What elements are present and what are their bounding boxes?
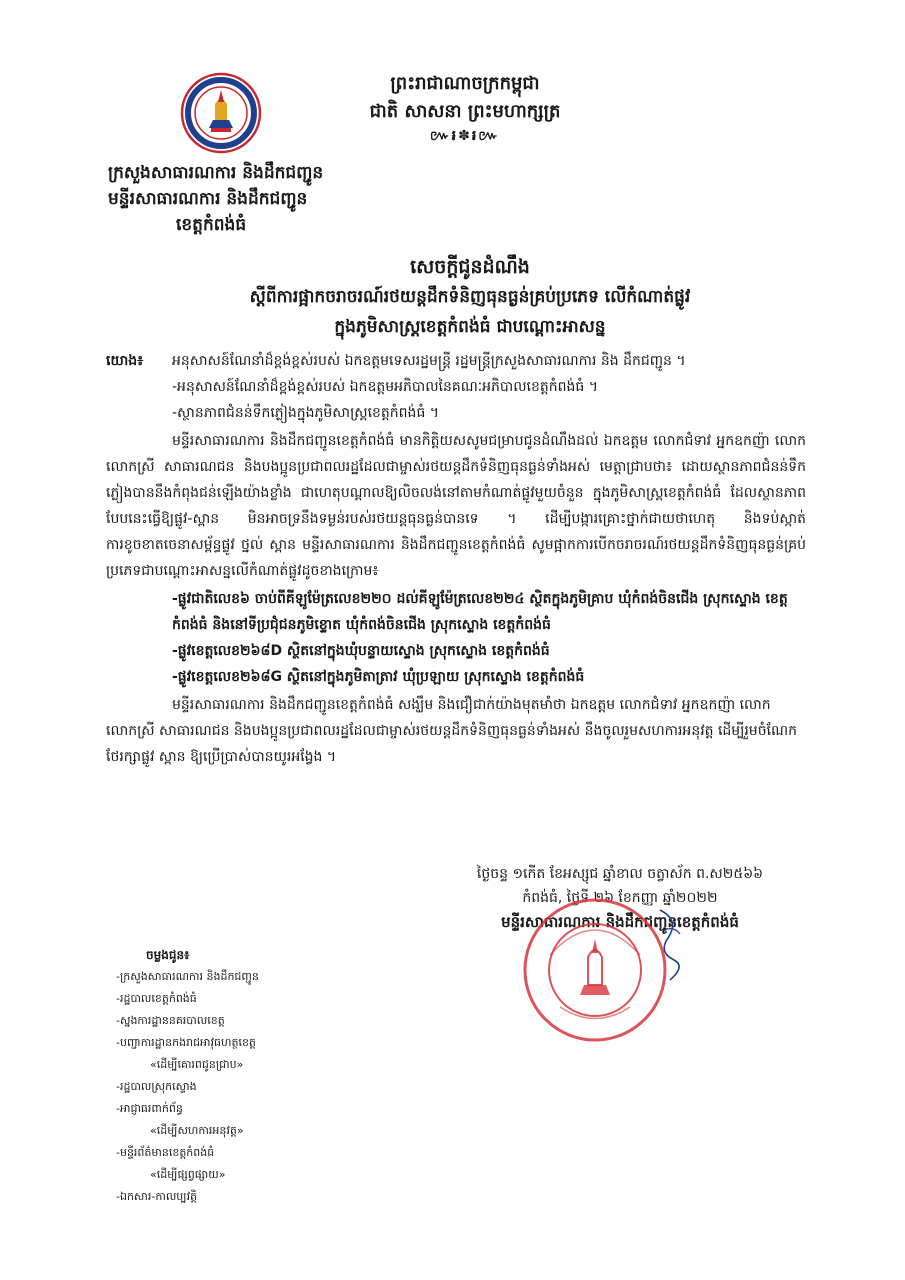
notice-body	[106, 348, 806, 770]
main-paragraph: មន្ទីរសាធារណការ និងដឹកជញ្ជូនខេត្តកំពង់ធំ មានកិត្តិយសសូមជម្រាបជូនដំណឹងដល់ ឯកឧត្តម លោកជំទាវ អ្នកឧកញ៉ា លោក លោកស្រី សាធារណជន និងបងប្អូនប្រជាពលរដ្ឋដែលជាម្ចាស់រថយន្តដឹកទំនិញធុនធ្ងន់ទាំងអស់ មេត្តាជ្រាបថា៖ ដោយស្ថានភាពជំនន់ទឹកភ្លៀងបាននឹងកំពុងជន់ឡើងយ៉ាងខ្លាំង ជាហេតុបណ្តាលឱ្យលិចលង់នៅតាមកំណាត់ផ្លូវមួយចំនួន ក្នុងភូមិសាស្ត្រខេត្តកំពង់ធំ ដែលស្ថានភាពបែបនេះធ្វើឱ្យផ្លូវ-ស្ពាន មិនអាចទ្រនឹងទម្ងន់របស់រថយន្តធុនធ្ងន់បានទេ ។ ដើម្បីបង្ការគ្រោះថ្នាក់ជាយថាហេតុ និងទប់ស្កាត់ការខូចខាតចេនាសម្ព័ន្ធផ្លូវ ថ្នល់ ស្ពាន មន្ទីរសាធារណការ និងដឹកជញ្ជូនខេត្តកំពង់ធំ សូមផ្អាកការបើកចរាចរណ៍រថយន្តដឹកទំនិញធុនធ្ងន់គ្រប់ប្រភេទជាបណ្តោះអាសន្នលើកំណាត់ផ្លូវដូចខាងក្រោម៖	[106, 433, 806, 579]
copy-to-heading: ចម្លងជូន៖	[146, 948, 190, 962]
signatory-office: មន្ទីរសាធារណការ និងដឹកជញ្ជូនខេត្តកំពង់ធំ	[501, 913, 739, 931]
copy-to-item: -ឯកសារ-កាលប្បវត្តិ	[116, 1190, 198, 1203]
references	[106, 348, 806, 426]
road-item: -ផ្លូវជាតិលេខ៦ ចាប់ពីគីឡូម៉ែត្រលេខ២២០ ដល់គីឡូម៉ែត្រលេខ២២៤ ស្ថិតក្នុងភូមិគ្រាប ឃុំកំពង់ចិនជើង ស្រុកស្ទោង ខេត្តកំពង់ធំ និងនៅទីប្រជុំជនភូមិខ្ទោត ឃុំកំពង់ចិនជើង ស្រុកស្ទោង ខេត្តកំពង់ធំ	[172, 591, 788, 633]
notice-subject-line2: ក្នុងភូមិសាស្ត្រខេត្តកំពង់ធំ ជាបណ្តោះអាសន្ន	[334, 317, 606, 337]
reference-item: អនុសាសន៍ណែនាំដ៏ខ្ពង់ខ្ពស់របស់ ឯកឧត្តមទេសរដ្ឋមន្ត្រី រដ្ឋមន្ត្រីក្រសួងសាធារណការ និង ដឹកជញ្ជូន ។	[172, 353, 686, 369]
header-ornament: ៚៛✽៛៚	[429, 128, 501, 144]
reference-item: -ស្ថានភាពជំនន់ទឹកភ្លៀងក្នុងភូមិសាស្ត្រខេត្តកំពង់ធំ ។	[172, 405, 440, 421]
copy-to-item: -រដ្ឋបាលស្រុកស្ទោង	[116, 1080, 197, 1093]
copy-to-item: -បញ្ជាការដ្ឋានកងរាជអាវុធហត្ថខេត្ត	[116, 1036, 256, 1049]
department-name: មន្ទីរសាធារណការ និងដឹកជញ្ជូន	[108, 189, 308, 209]
notice-title	[120, 252, 820, 342]
road-item: -ផ្លូវខេត្តលេខ២៦៨G ស្ថិតនៅក្នុងភូមិតាត្រាវ ឃុំប្រឡាយ ស្រុកស្ទោង ខេត្តកំពង់ធំ	[172, 669, 585, 685]
kingdom-header	[330, 70, 600, 146]
notice-heading: សេចក្តីជូនដំណឹង	[410, 256, 530, 278]
ministry-name: ក្រសួងសាធារណការ និងដឹកជញ្ជូន	[108, 163, 324, 183]
handwritten-signature-icon	[640, 900, 700, 990]
province-name: ខេត្តកំពង់ធំ	[176, 215, 247, 235]
reference-item: -អនុសាសន៍ណែនាំដ៏ខ្ពង់ខ្ពស់របស់ ឯកឧត្តមអភិបាលនៃគណៈអភិបាលខេត្តកំពង់ធំ ។	[172, 379, 598, 395]
lunar-date: ថ្ងៃចន្ទ ១កើត ខែអស្សុជ ឆ្នាំខាល ចត្វាស័ក ព.ស២៥៦៦	[476, 866, 764, 882]
notice-subject-line1: ស្តីពីការផ្អាកចរាចរណ៍រថយន្តដឹកទំនិញធុនធ្ងន់គ្រប់ប្រភេទ លើកំណាត់ផ្លូវ	[249, 287, 691, 307]
copy-to-item: -អាជ្ញាធរពាក់ព័ន្ធ	[116, 1102, 183, 1115]
copy-to-purpose: «ដើម្បីគោរពជូនជ្រាប»	[150, 1058, 244, 1071]
copy-to-purpose: «ដើម្បីផ្សព្វផ្សាយ»	[150, 1168, 226, 1181]
solar-date: កំពង់ធំ, ថ្ងៃទី ២៦ ខែកញ្ញា ឆ្នាំ២០២២	[522, 890, 718, 906]
copy-to-purpose: «ដើម្បីសហការអនុវត្ត»	[150, 1124, 244, 1137]
copy-to-item: -រដ្ឋបាលខេត្តកំពង់ធំ	[116, 992, 197, 1005]
ministry-logo-icon	[180, 72, 262, 154]
national-motto: ជាតិ សាសនា ព្រះមហាក្សត្រ	[369, 101, 561, 122]
road-list	[106, 586, 806, 690]
kingdom-name: ព្រះរាជាណាចក្រកម្ពុជា	[390, 73, 540, 94]
closing-paragraph: មន្ទីរសាធារណការ និងដឹកជញ្ជូនខេត្តកំពង់ធំ សង្ឃឹម និងជឿជាក់យ៉ាងមុតមាំថា ឯកឧត្តម លោកជំទាវ អ្នកឧកញ៉ា លោក លោកស្រី សាធារណជន និងបងប្អូនប្រជាពលរដ្ឋដែលជាម្ចាស់រថយន្តដឹកទំនិញធុនធ្ងន់ទាំងអស់ នឹងចូលរួមសហការអនុវត្ត ដើម្បីរួមចំណែកថែរក្សាផ្លូវ ស្ពាន ឱ្យប្រើប្រាស់បានយូរអង្វែង ។	[106, 697, 798, 765]
copy-to-list	[116, 944, 356, 1208]
copy-to-item: -ក្រសួងសាធារណការ និងដឹកជញ្ជូន	[116, 970, 259, 983]
ministry-block	[108, 160, 438, 238]
reference-label: យោង៖	[106, 353, 144, 369]
copy-to-item: -មន្ទីរព័ត៌មានខេត្តកំពង់ធំ	[116, 1146, 215, 1159]
copy-to-item: -ស្នងការដ្ឋាននគរបាលខេត្ត	[116, 1014, 225, 1027]
road-item: -ផ្លូវខេត្តលេខ២៦៨D ស្ថិតនៅក្នុងឃុំបន្ទាយស្ទោង ស្រុកស្ទោង ខេត្តកំពង់ធំ	[172, 643, 550, 659]
